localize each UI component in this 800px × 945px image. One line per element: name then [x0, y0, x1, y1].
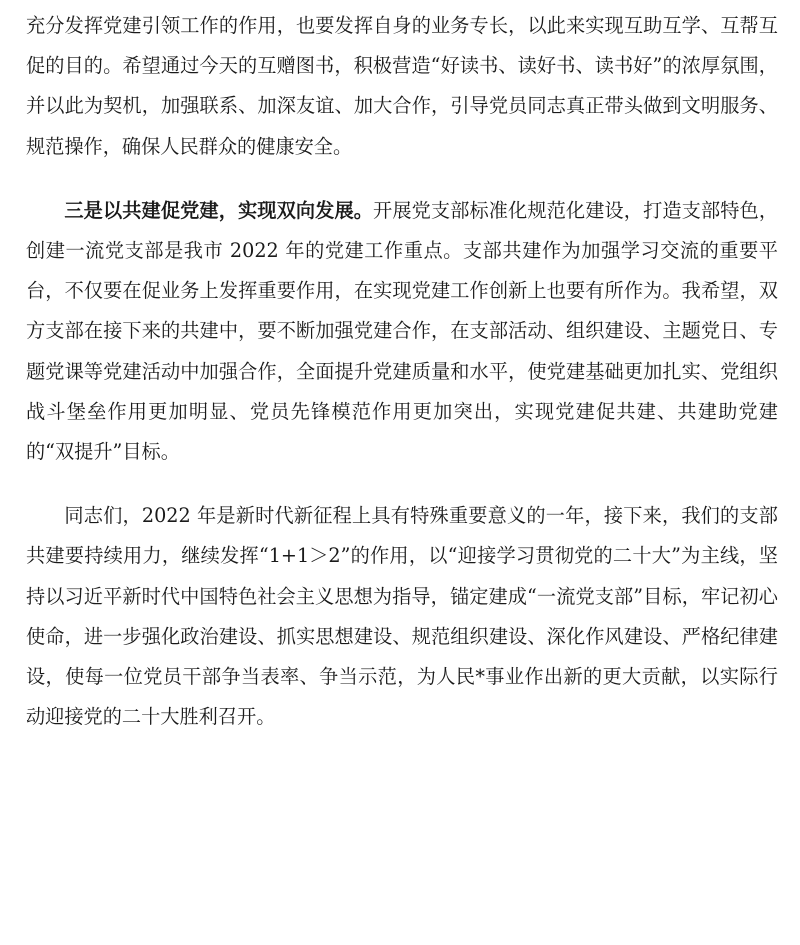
- paragraph-3-text: 同志们，2022 年是新时代新征程上具有特殊重要意义的一年，接下来，我们的支部共建要持续用力，继续发挥“1+1＞2”的作用，以“迎接学习贯彻党的二十大”为主线，坚持以习近平新时代中国特色社会主义思想为指导，锚定建成“一流党支部”目标，牢记初心使命，进一步强化政治建设、抓实思想建设、规范组织建设、深化作风建设、严格纪律建设，使每一位党员干部争当表率、争当示范，为人民*事业作出新的更大贡献，以实际行动迎接党的二十大胜利召开。: [26, 504, 778, 729]
- paragraph-2: [26, 191, 778, 472]
- paragraph-2-text: 开展党支部标准化规范化建设，打造支部特色，创建一流党支部是我市 2022 年的党建工作重点。支部共建作为加强学习交流的重要平台，不仅要在促业务上发挥重要作用，在实现党建工作创新上也要有所作为。我希望，双方支部在接下来的共建中，要不断加强党建合作，在支部活动、组织建设、主题党日、专题党课等党建活动中加强合作，全面提升党建质量和水平，使党建基础更加扎实、党组织战斗堡垒作用更加明显、党员先锋模范作用更加突出，实现党建促共建、共建助党建的“双提升”目标。: [26, 198, 779, 464]
- paragraph-3: [26, 496, 778, 737]
- paragraph-1: [26, 6, 778, 167]
- paragraph-1-text: 充分发挥党建引领工作的作用，也要发挥自身的业务专长，以此来实现互助互学、互帮互促的目的。希望通过今天的互赠图书，积极营造“好读书、读好书、读书好”的浓厚氛围，并以此为契机，加强联系、加深友谊、加大合作，引导党员同志真正带头做到文明服务、规范操作，确保人民群众的健康安全。: [26, 14, 778, 158]
- paragraph-2-lead: 三是以共建促党建，实现双向发展。: [64, 198, 374, 222]
- document-body: [26, 0, 778, 737]
